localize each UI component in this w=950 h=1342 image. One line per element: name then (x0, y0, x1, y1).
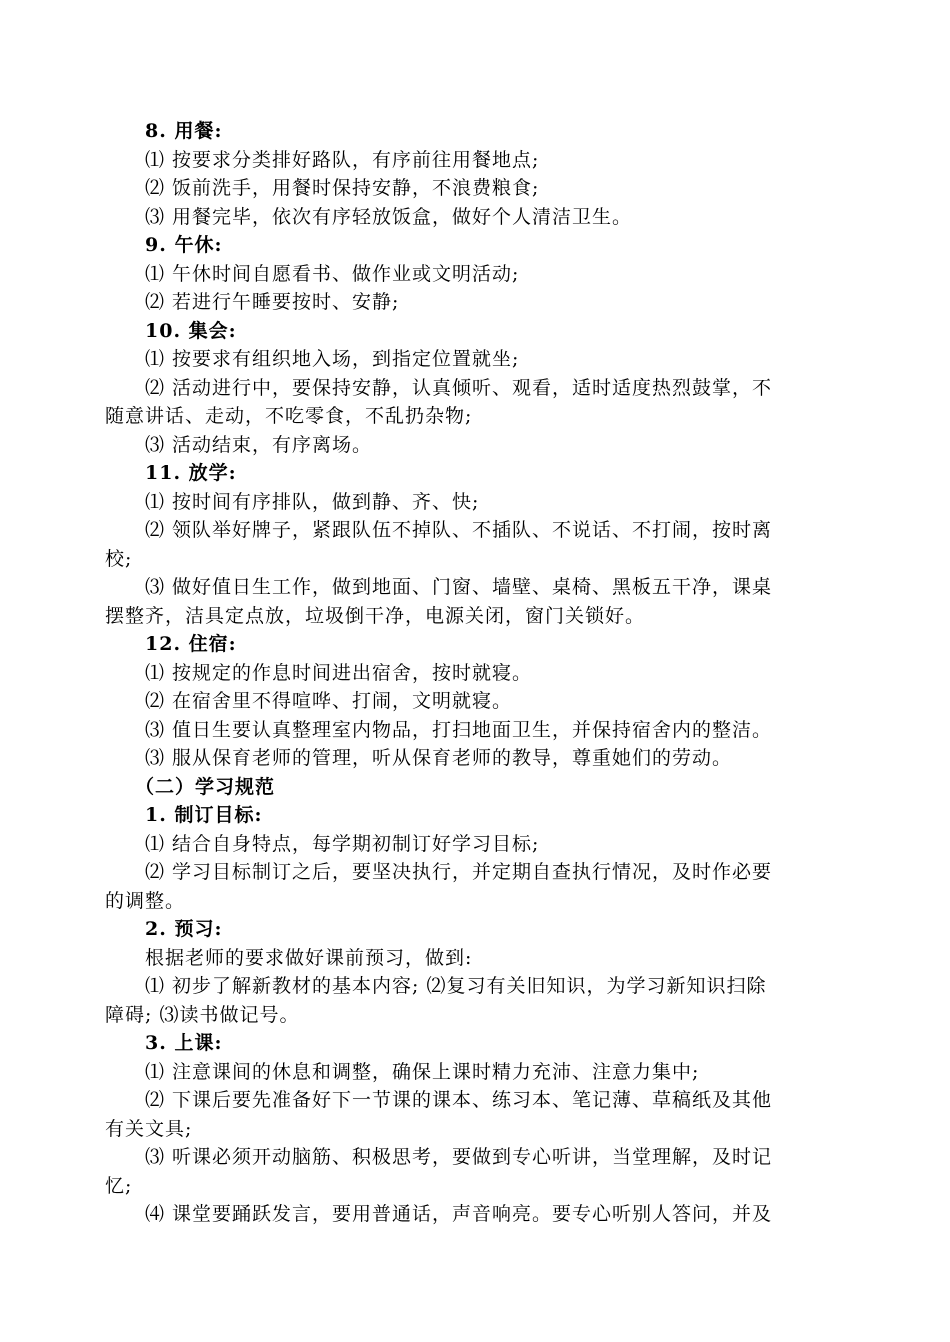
paragraph-line: ⑴ 按时间有序排队，做到静、齐、快; (145, 490, 480, 513)
paragraph-line: ⑴ 注意课间的休息和调整，确保上课时精力充沛、注意力集中; (145, 1060, 700, 1083)
paragraph-line: ⑵ 活动进行中，要保持安静，认真倾听、观看，适时适度热烈鼓掌，不 (145, 376, 773, 399)
paragraph-line: ⑶ 活动结束，有序离场。 (145, 433, 373, 456)
paragraph-line: ⑶ 值日生要认真整理室内物品，打扫地面卫生，并保持宿舍内的整洁。 (145, 718, 773, 741)
paragraph-line: ⑴ 结合自身特点，每学期初制订好学习目标; (145, 832, 540, 855)
paragraph-line: ⑵ 在宿舍里不得喧哗、打闹，文明就寝。 (145, 690, 513, 712)
paragraph-line: 根据老师的要求做好课前预习，做到: (145, 946, 473, 969)
paragraph-line: ⑴ 按规定的作息时间进出宿舍，按时就寝。 (145, 661, 533, 684)
section-heading-dismissal: 11. 放学: (145, 462, 237, 484)
paragraph-line: ⑶ 做好值日生工作，做到地面、门窗、墙壁、桌椅、黑板五干净，课桌 (145, 576, 773, 598)
paragraph-line: 障碍; ⑶读书做记号。 (105, 1003, 300, 1026)
paragraph-line: ⑴ 按要求分类排好路队，有序前往用餐地点; (145, 148, 540, 171)
section-heading-dining: 8. 用餐: (145, 120, 223, 142)
section-heading-class: 3. 上课: (145, 1032, 223, 1054)
paragraph-line: ⑷ 课堂要踊跃发言，要用普通话，声音响亮。要专心听别人答问，并及 (145, 1203, 773, 1225)
paragraph-line: 有关文具; (105, 1117, 193, 1140)
section-heading-assembly: 10. 集会: (145, 319, 237, 342)
section-heading-preview: 2. 预习: (145, 918, 223, 940)
paragraph-line: 摆整齐，洁具定点放，垃圾倒干净，电源关闭，窗门关锁好。 (105, 604, 646, 627)
paragraph-line: ⑴ 初步了解新教材的基本内容; ⑵复习有关旧知识，为学习新知识扫除 (145, 975, 767, 997)
paragraph-line: 校; (105, 547, 133, 570)
paragraph-line: ⑵ 若进行午睡要按时、安静; (145, 291, 400, 313)
paragraph-line: 随意讲话、走动，不吃零食，不乱扔杂物; (105, 405, 473, 427)
section-heading-goals: 1. 制订目标: (145, 804, 263, 826)
paragraph-line: ⑴ 午休时间自愿看书、做作业或文明活动; (145, 262, 520, 285)
paragraph-line: ⑵ 领队举好牌子，紧跟队伍不掉队、不插队、不说话、不打闹，按时离 (145, 519, 773, 541)
paragraph-line: 忆; (105, 1174, 133, 1197)
paragraph-line: ⑵ 学习目标制订之后，要坚决执行，并定期自查执行情况，及时作必要 (145, 861, 773, 883)
paragraph-line: ⑴ 按要求有组织地入场，到指定位置就坐; (145, 348, 520, 370)
document-body (105, 117, 850, 1229)
paragraph-line: 的调整。 (105, 889, 186, 912)
chapter-heading-study-norms: （二）学习规范 (135, 775, 276, 798)
section-heading-nap: 9. 午休: (145, 234, 223, 256)
paragraph-line: ⑵ 饭前洗手，用餐时保持安静，不浪费粮食; (145, 177, 540, 199)
paragraph-line: ⑶ 听课必须开动脑筋、积极思考，要做到专心听讲，当堂理解，及时记 (145, 1146, 773, 1168)
paragraph-line: ⑶ 用餐完毕，依次有序轻放饭盒，做好个人清洁卫生。 (145, 205, 633, 228)
paragraph-line: ⑵ 下课后要先准备好下一节课的课本、练习本、笔记薄、草稿纸及其他 (145, 1089, 773, 1111)
paragraph-line: ⑶ 服从保育老师的管理，听从保育老师的教导，尊重她们的劳动。 (145, 747, 733, 769)
section-heading-dormitory: 12. 住宿: (145, 633, 237, 655)
